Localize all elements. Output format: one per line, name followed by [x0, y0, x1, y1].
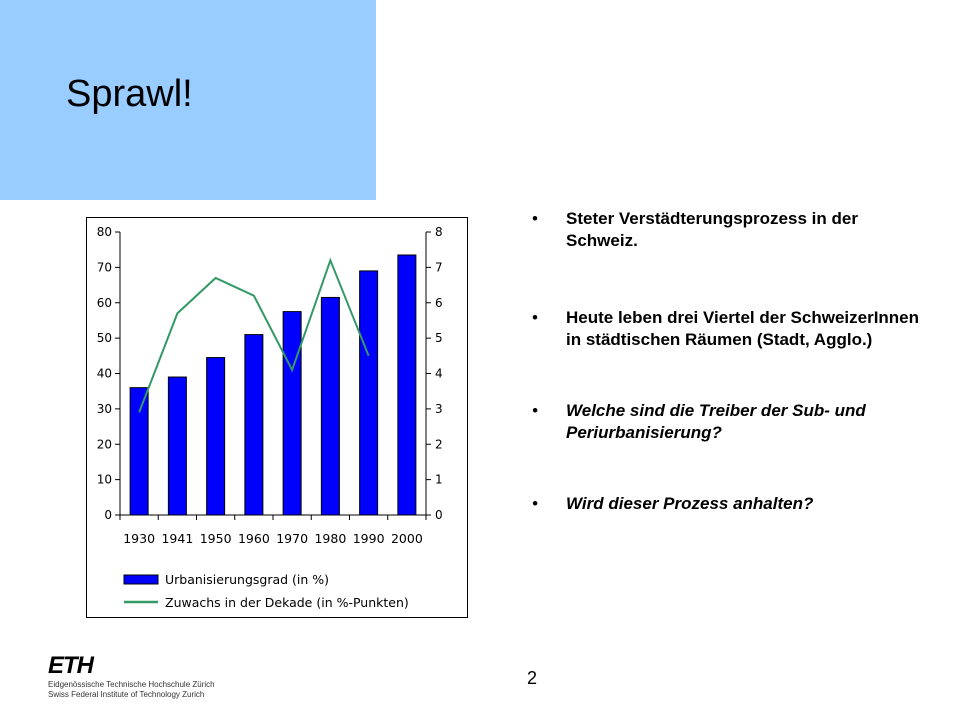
left-tick-label: 50	[96, 331, 112, 346]
right-tick-label: 1	[435, 472, 443, 487]
x-tick-label: 1970	[276, 531, 309, 546]
bar-2000	[398, 255, 416, 515]
bullet-item-4: • Wird dieser Prozess anhalten?	[532, 493, 932, 515]
slide-title: Sprawl!	[66, 73, 193, 115]
bar-1960	[245, 335, 263, 515]
left-tick-label: 0	[104, 508, 112, 522]
bar-1980	[321, 297, 339, 515]
eth-logo	[48, 652, 248, 699]
right-tick-label: 6	[435, 295, 443, 310]
bar-1941	[168, 377, 186, 515]
left-tick-label: 40	[96, 366, 112, 381]
legend-bar-swatch	[124, 575, 158, 584]
chart-frame	[86, 217, 468, 618]
right-tick-label: 7	[435, 260, 443, 275]
x-tick-label: 1941	[161, 531, 194, 546]
urbanization-chart	[87, 218, 467, 617]
left-tick-label: 70	[96, 260, 112, 275]
x-tick-label: 1960	[237, 531, 270, 546]
left-tick-label: 20	[96, 437, 112, 452]
right-tick-label: 3	[435, 401, 443, 416]
eth-name-german: Eidgenössische Technische Hochschule Zürich	[48, 680, 215, 689]
right-tick-label: 2	[435, 437, 443, 452]
bar-1950	[207, 358, 225, 515]
page-number: 2	[527, 668, 538, 688]
bar-1930	[130, 388, 148, 515]
x-tick-label: 1930	[123, 531, 156, 546]
left-tick-label: 80	[96, 225, 112, 239]
eth-wordmark: ETH	[48, 652, 93, 679]
left-tick-label: 30	[96, 401, 112, 416]
left-tick-label: 60	[96, 295, 112, 310]
left-tick-label: 10	[96, 472, 112, 487]
x-tick-label: 1980	[314, 531, 347, 546]
x-tick-label: 1950	[199, 531, 232, 546]
bar-1970	[283, 312, 301, 515]
legend-bar-label: Urbanisierungsgrad (in %)	[165, 572, 330, 587]
bullet-list	[532, 208, 932, 515]
title-block	[0, 0, 376, 200]
right-tick-label: 8	[435, 225, 443, 239]
bullet-item-1: • Steter Verstädterungsprozess in der Schweiz.	[532, 208, 932, 252]
x-tick-label: 1990	[352, 531, 385, 546]
right-tick-label: 5	[435, 331, 443, 346]
x-tick-label: 2000	[390, 531, 423, 546]
right-tick-label: 4	[435, 366, 443, 381]
bullet-item-3: • Welche sind die Treiber der Sub- und Periurbanisierung?	[532, 400, 932, 444]
bar-1990	[360, 271, 378, 515]
bullet-item-2: • Heute leben drei Viertel der SchweizerInnen in städtischen Räumen (Stadt, Agglo.)	[532, 307, 932, 351]
right-tick-label: 0	[435, 508, 443, 522]
eth-name-english: Swiss Federal Institute of Technology Zurich	[48, 690, 205, 699]
legend-line-label: Zuwachs in der Dekade (in %-Punkten)	[165, 595, 409, 610]
